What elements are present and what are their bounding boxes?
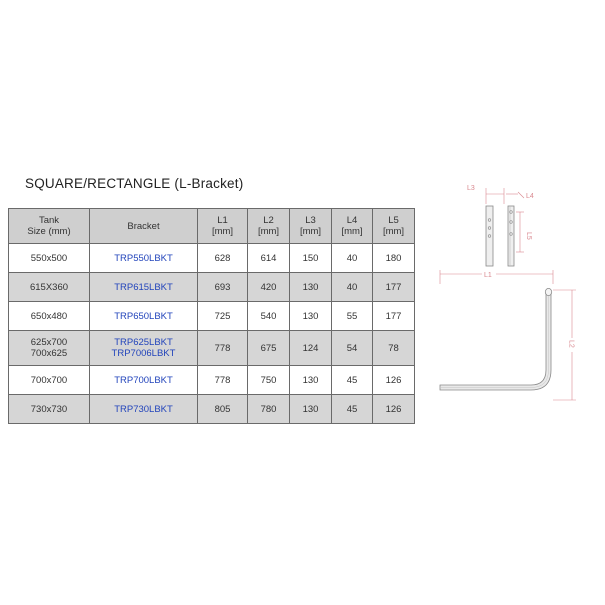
table-header-row bbox=[9, 209, 415, 244]
cell-l3: 150 bbox=[290, 244, 332, 273]
table-row bbox=[9, 395, 415, 424]
cell-l4: 55 bbox=[332, 302, 373, 331]
cell-l2: 420 bbox=[248, 273, 290, 302]
cell-l5: 177 bbox=[373, 302, 415, 331]
bracket-body bbox=[440, 288, 552, 390]
bracket-top-cap bbox=[545, 288, 551, 295]
col-header-l2: L2 [mm] bbox=[248, 209, 290, 244]
cell-l4: 45 bbox=[332, 366, 373, 395]
cell-l2: 780 bbox=[248, 395, 290, 424]
cell-l4: 45 bbox=[332, 395, 373, 424]
l5-dimension bbox=[516, 212, 532, 252]
cell-l4: 40 bbox=[332, 244, 373, 273]
cell-l3: 130 bbox=[290, 395, 332, 424]
l-bracket-outline bbox=[440, 294, 551, 390]
cell-tank-size: 730x730 bbox=[9, 395, 90, 424]
cell-tank-size: 625x700 700x625 bbox=[9, 331, 90, 366]
end-plate-right bbox=[508, 206, 514, 266]
col-header-l1: L1 [mm] bbox=[198, 209, 248, 244]
bracket-spec-table bbox=[8, 208, 415, 424]
table-row bbox=[9, 244, 415, 273]
end-plate-left bbox=[486, 206, 493, 266]
cell-bracket: TRP615LBKT bbox=[90, 273, 198, 302]
table-row bbox=[9, 366, 415, 395]
cell-l1: 778 bbox=[198, 331, 248, 366]
l2-dimension bbox=[553, 290, 576, 400]
cell-bracket: TRP650LBKT bbox=[90, 302, 198, 331]
cell-l5: 78 bbox=[373, 331, 415, 366]
cell-tank-size: 650x480 bbox=[9, 302, 90, 331]
cell-bracket: TRP700LBKT bbox=[90, 366, 198, 395]
cell-l1: 725 bbox=[198, 302, 248, 331]
cell-l4: 40 bbox=[332, 273, 373, 302]
col-header-l5: L5 [mm] bbox=[373, 209, 415, 244]
col-header-l3: L3 [mm] bbox=[290, 209, 332, 244]
l-bracket-diagram bbox=[434, 180, 584, 412]
cell-l1: 628 bbox=[198, 244, 248, 273]
table-row bbox=[9, 302, 415, 331]
cell-l5: 180 bbox=[373, 244, 415, 273]
l2-label: L2 bbox=[567, 340, 575, 348]
cell-l1: 778 bbox=[198, 366, 248, 395]
l3-dimension bbox=[467, 185, 504, 204]
l3-label: L3 bbox=[467, 185, 475, 192]
cell-l2: 750 bbox=[248, 366, 290, 395]
col-header-tank-size: Tank Size (mm) bbox=[9, 209, 90, 244]
cell-l3: 124 bbox=[290, 331, 332, 366]
l5-label: L5 bbox=[525, 232, 532, 240]
table-row bbox=[9, 273, 415, 302]
cell-l2: 540 bbox=[248, 302, 290, 331]
col-header-l4: L4 [mm] bbox=[332, 209, 373, 244]
cell-bracket: TRP550LBKT bbox=[90, 244, 198, 273]
cell-bracket: TRP730LBKT bbox=[90, 395, 198, 424]
l1-dimension bbox=[440, 270, 553, 284]
cell-l5: 126 bbox=[373, 395, 415, 424]
cell-l3: 130 bbox=[290, 273, 332, 302]
cell-tank-size: 615X360 bbox=[9, 273, 90, 302]
col-header-bracket: Bracket bbox=[90, 209, 198, 244]
cell-tank-size: 700x700 bbox=[9, 366, 90, 395]
cell-l5: 126 bbox=[373, 366, 415, 395]
cell-l1: 693 bbox=[198, 273, 248, 302]
l4-label: L4 bbox=[526, 193, 534, 200]
bracket-end-detail bbox=[486, 206, 514, 266]
l1-label: L1 bbox=[484, 272, 492, 279]
cell-l3: 130 bbox=[290, 366, 332, 395]
cell-l2: 675 bbox=[248, 331, 290, 366]
cell-bracket: TRP625LBKT TRP7006LBKT bbox=[90, 331, 198, 366]
cell-l5: 177 bbox=[373, 273, 415, 302]
cell-tank-size: 550x500 bbox=[9, 244, 90, 273]
l4-dimension bbox=[506, 192, 534, 200]
cell-l1: 805 bbox=[198, 395, 248, 424]
cell-l2: 614 bbox=[248, 244, 290, 273]
cell-l3: 130 bbox=[290, 302, 332, 331]
page-title: SQUARE/RECTANGLE (L-Bracket) bbox=[25, 176, 244, 191]
cell-l4: 54 bbox=[332, 331, 373, 366]
table-row bbox=[9, 331, 415, 366]
